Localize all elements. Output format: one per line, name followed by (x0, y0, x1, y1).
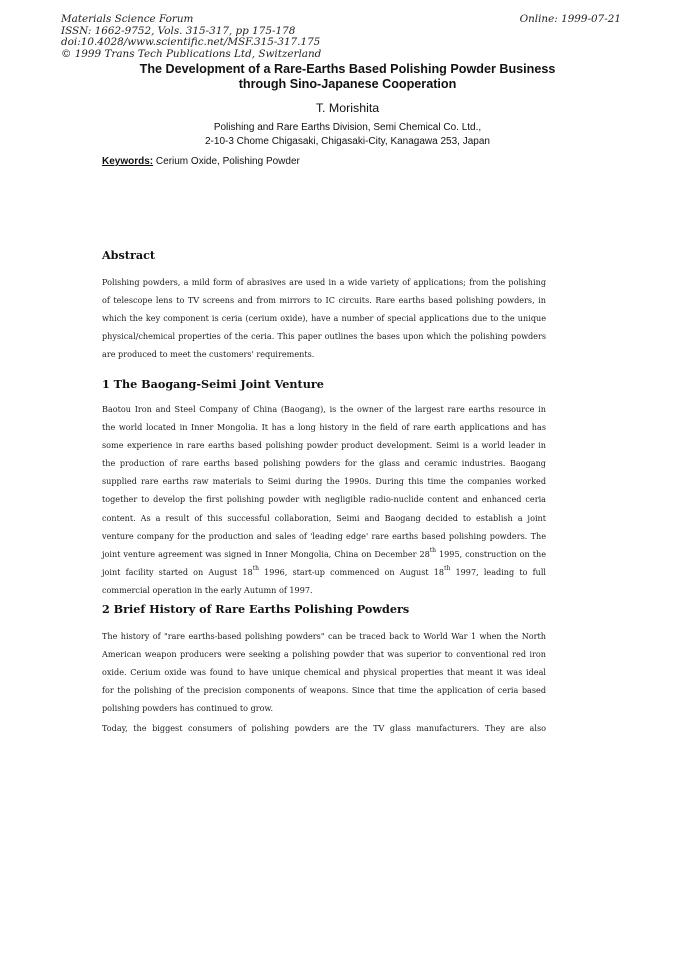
author: T. Morishita (315, 101, 380, 115)
text-segment: 1996, start-up commenced on August 18 (259, 566, 445, 577)
superscript: th (429, 547, 437, 555)
issn-line: ISSN: 1662-9752, Vols. 315-317, pp 175-178 (61, 24, 296, 37)
doi-line: doi:10.4028/www.scientific.net/MSF.315-317.175 (61, 36, 321, 49)
text-line: Today, the biggest consumers of polishing powders are the TV glass manufacturers. They are also (102, 723, 546, 733)
text-segment: joint facility started on August 18 (102, 566, 253, 577)
text-line: which the key component is ceria (cerium oxide), have a number of special applications due to the unique (102, 313, 546, 324)
text-line: some experience in rare earths based polishing powder product development. Seimi is a world leader in (102, 440, 546, 451)
superscript: th (252, 565, 259, 573)
abstract-paragraph (102, 273, 546, 363)
text-line: oxide. Cerium oxide was found to have unique chemical and physical properties that meant it was ideal (102, 667, 546, 678)
keywords-label: Keywords: (102, 156, 154, 167)
text-line: Polishing powders, a mild form of abrasives are used in a wide variety of applications; from the polishing (102, 277, 546, 287)
text-line: American weapon producers were seeking a polishing powder that was superior to conventional red iron (102, 649, 546, 660)
text-line: Baotou Iron and Steel Company of China (Baogang), is the owner of the largest rare earths resource in (102, 404, 546, 414)
text-line: the world located in Inner Mongolia. It has a long history in the field of rare earth applications and has (102, 422, 546, 433)
text-line: content. As a result of this successful collaboration, Seimi and Baogang decided to establish a joint (102, 512, 546, 523)
text-line: polishing powders has continued to grow. (102, 703, 274, 714)
keywords (102, 155, 300, 169)
section-1-paragraph (102, 400, 546, 599)
text-line: for the polishing of the precision components of weapons. Since that time the application of ceria based (102, 685, 546, 696)
text-line (102, 545, 546, 563)
text-segment: joint venture agreement was signed in Inner Mongolia, China on December 28 (102, 548, 430, 559)
journal-header (61, 14, 321, 60)
section-2-heading: 2 Brief History of Rare Earths Polishing Powders (102, 602, 410, 616)
text-line: together to develop the first polishing powder with negligible radio-nuclide content and enhanced ceria (102, 494, 546, 505)
superscript: th (444, 565, 451, 573)
paper-title (60, 62, 635, 93)
online-date: Online: 1999-07-21 (519, 13, 621, 25)
text-line: physical/chemical properties of the ceria. This paper outlines the bases upon which the polishing powders (102, 331, 546, 342)
text-line: of telescope lens to TV screens and from mirrors to IC circuits. Rare earths based polishing powders, in (102, 295, 546, 306)
text-line (102, 563, 546, 581)
section-2-paragraph (102, 627, 546, 717)
text-line: supplied rare earths raw materials to Seimi during the 1990s. During this time the companies worked (102, 476, 546, 487)
text-line: the production of rare earths based polishing powders for the glass and ceramic industries. Baogang (102, 458, 546, 469)
text-line: The history of "rare earths-based polishing powders" can be traced back to World War 1 when the North (102, 631, 546, 641)
text-line: commercial operation in the early Autumn of 1997. (102, 584, 313, 595)
text-segment: 1995, construction on the (436, 548, 546, 559)
affiliation-line-2: 2-10-3 Chome Chigasaki, Chigasaki-City, Kanagawa 253, Japan (205, 136, 490, 147)
text-segment: 1997, leading to full (450, 566, 547, 577)
affiliation (60, 121, 635, 149)
text-line: venture company for the production and sales of 'leading edge' rare earths based polishing powders. The (102, 530, 546, 541)
section-2-paragraph-2 (102, 719, 546, 737)
title-line-1: The Development of a Rare-Earths Based Polishing Powder Business (139, 62, 556, 76)
affiliation-line-1: Polishing and Rare Earths Division, Semi Chemical Co. Ltd., (213, 122, 482, 133)
keywords-value: Cerium Oxide, Polishing Powder (155, 156, 300, 167)
title-line-2: through Sino-Japanese Cooperation (238, 77, 457, 92)
text-line: are produced to meet the customers' requirements. (102, 349, 315, 360)
section-1-heading: 1 The Baogang-Seimi Joint Venture (102, 377, 324, 391)
copyright-line: © 1999 Trans Tech Publications Ltd, Switzerland (61, 47, 322, 60)
journal-name: Materials Science Forum (61, 13, 194, 25)
abstract-heading: Abstract (102, 248, 156, 262)
